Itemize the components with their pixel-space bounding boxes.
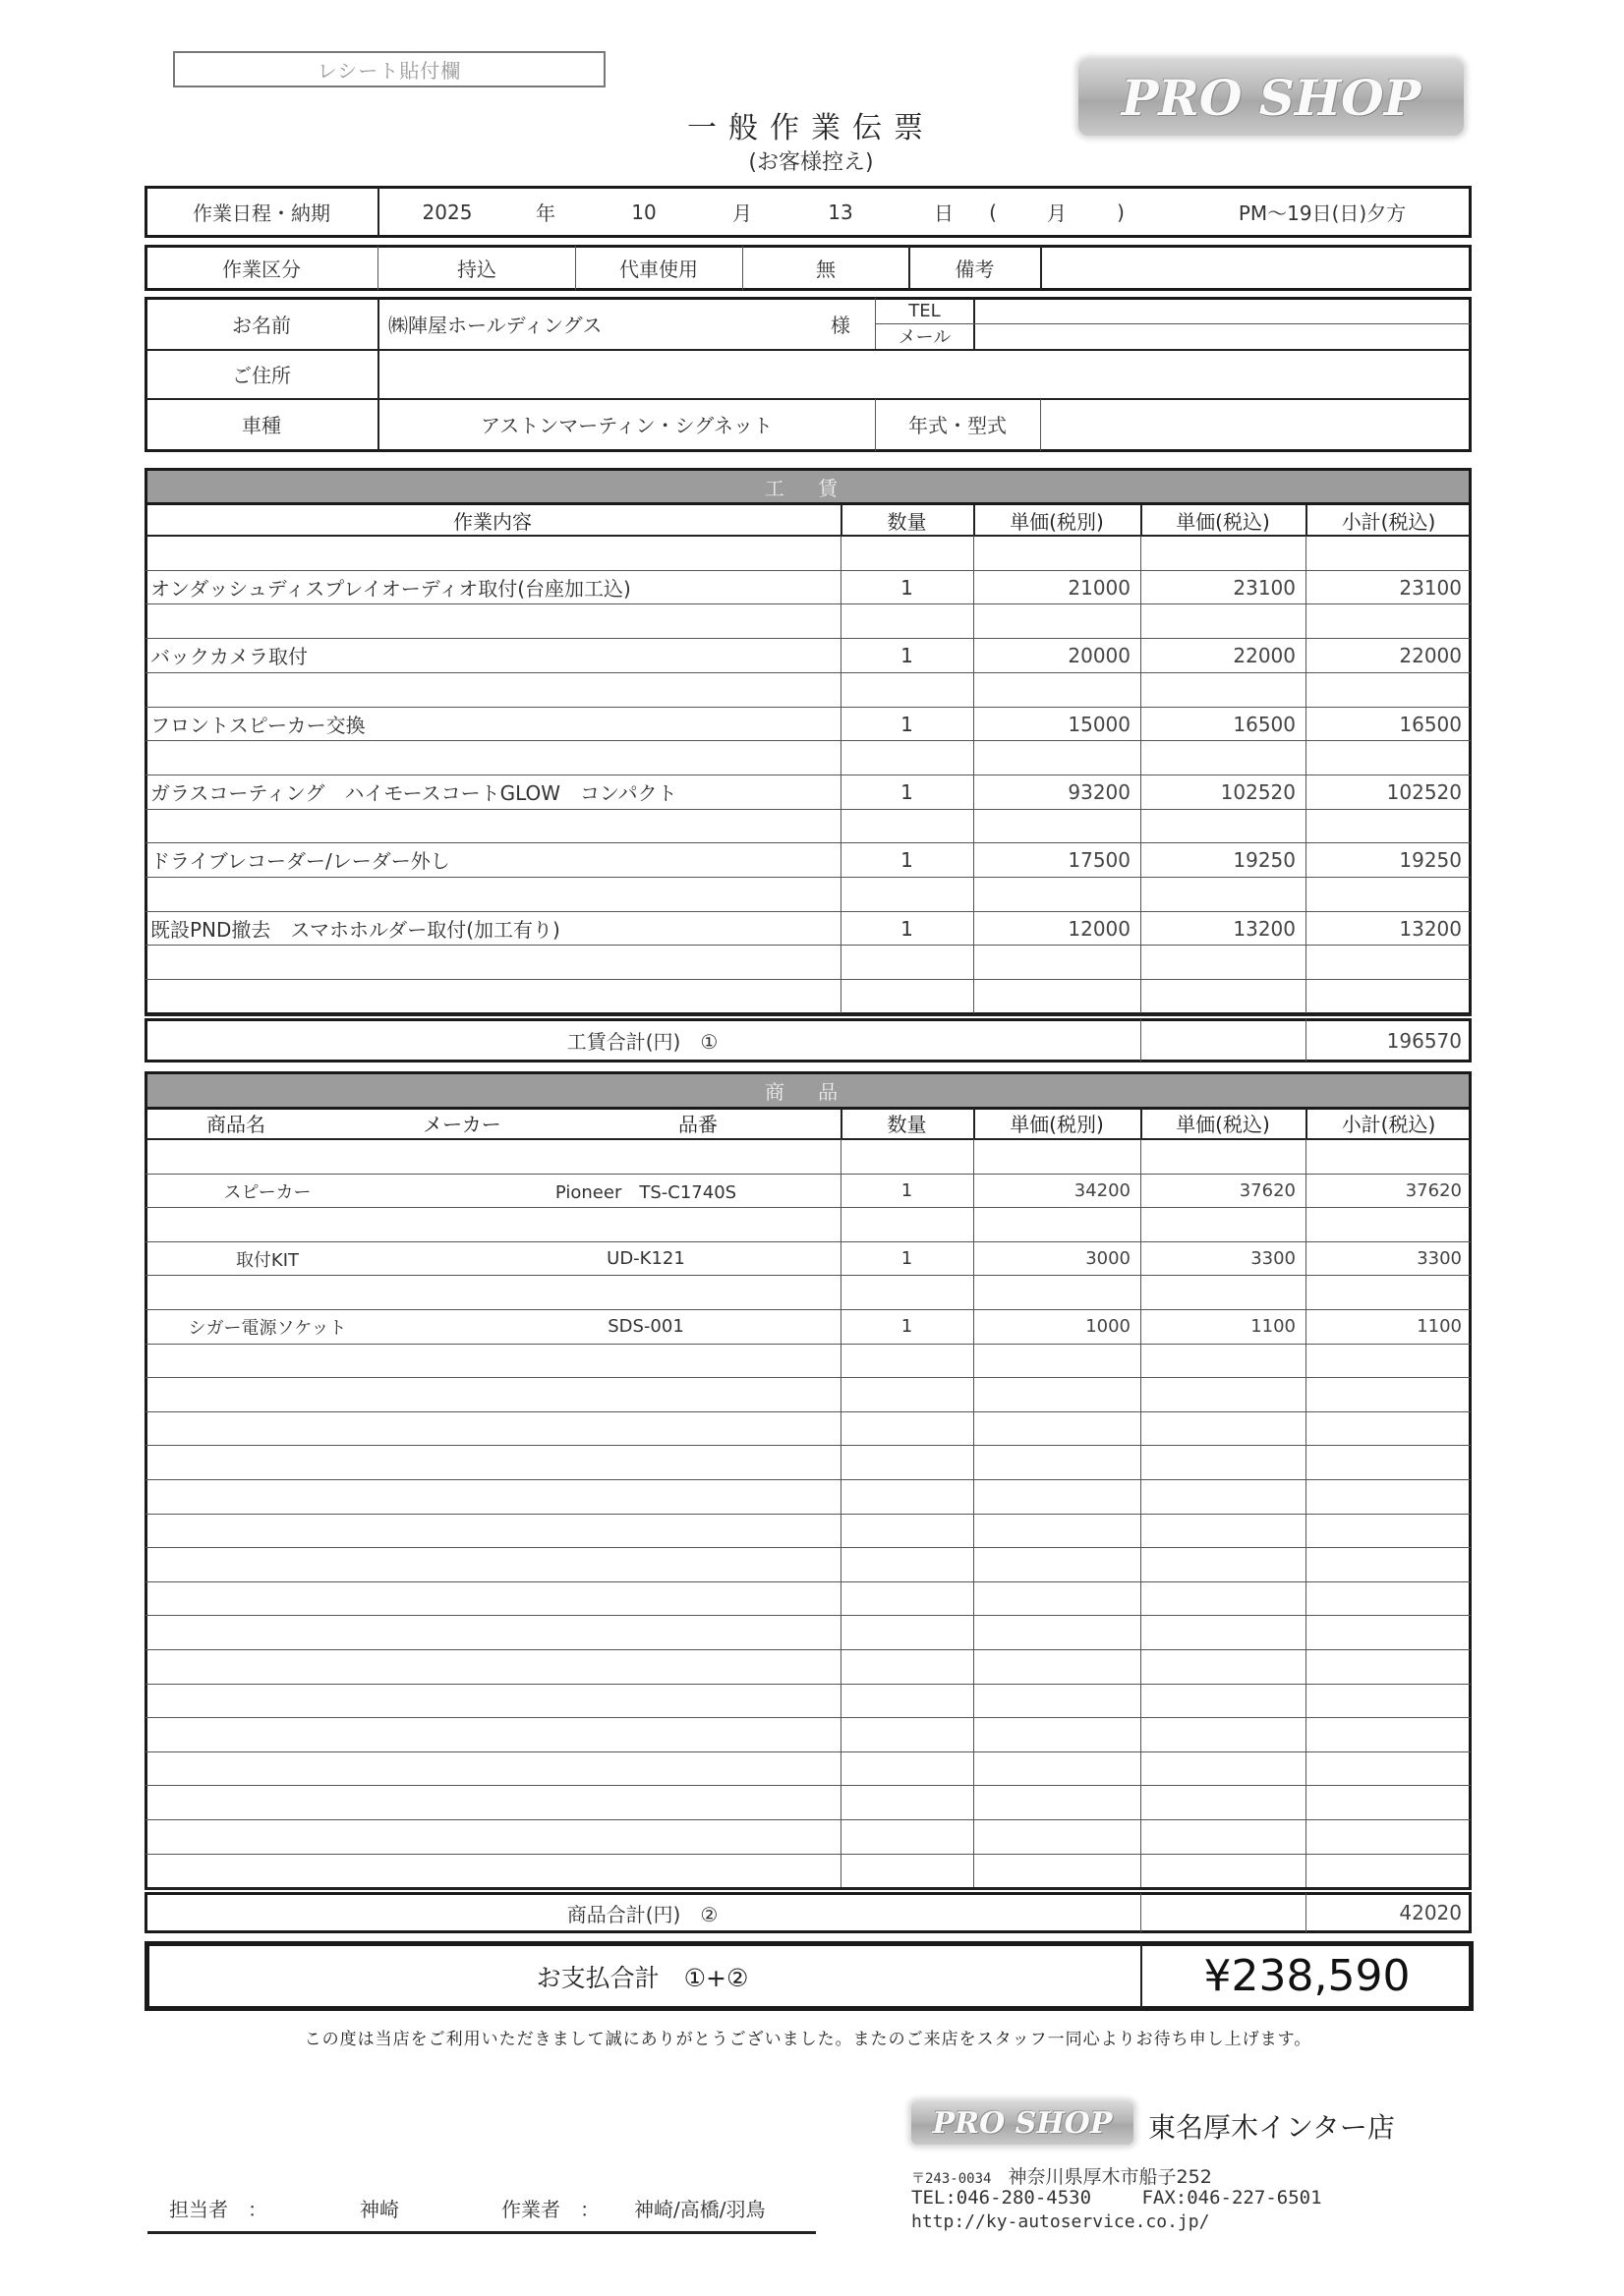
products-column-header: メーカー — [423, 1113, 501, 1136]
divider — [145, 809, 1471, 810]
labor-item-subtotal: 16500 — [1399, 712, 1462, 736]
divider — [973, 1108, 975, 1138]
divider — [1305, 1108, 1307, 1138]
product-subtotal: 1100 — [1417, 1316, 1462, 1337]
shop-address: 神奈川県厚木市船子252 — [1008, 2166, 1212, 2188]
weekday-paren-open: ( — [989, 200, 997, 224]
receipt-area-label: レシート貼付欄 — [317, 59, 462, 83]
mail-label: メール — [898, 327, 952, 348]
tel-label: TEL — [908, 300, 941, 321]
divider — [145, 1615, 1471, 1616]
name-label: お名前 — [232, 313, 291, 337]
labor-item-subtotal: 102520 — [1386, 779, 1462, 804]
address-label: ご住所 — [232, 363, 291, 387]
labor-item-qty: 1 — [900, 779, 913, 804]
shop-tel: TEL:046-280-4530 — [911, 2187, 1092, 2209]
product-qty: 1 — [900, 1180, 913, 1201]
divider — [1140, 504, 1142, 536]
divider — [1140, 1019, 1141, 1062]
product-price-in: 1100 — [1250, 1316, 1296, 1337]
divider — [145, 979, 1471, 980]
shop-address-line — [911, 2162, 1212, 2189]
labor-item-desc: 既設PND撤去 スマホホルダー取付(加工有り) — [150, 918, 560, 942]
schedule-year[interactable]: 2025 — [422, 200, 473, 224]
product-subtotal: 37620 — [1405, 1180, 1462, 1201]
labor-section-header — [145, 468, 1472, 505]
products-total-label: 商品合計(円) ② — [566, 1902, 719, 1926]
divider — [145, 1479, 1471, 1480]
delivery-time[interactable]: PM～19日(日)夕方 — [1238, 201, 1407, 225]
logo-text: PRO SHOP — [1121, 68, 1421, 127]
divider — [145, 1819, 1471, 1820]
labor-item-desc: ドライブレコーダー/レーダー外し — [150, 849, 450, 873]
divider — [145, 877, 1471, 878]
product-row — [145, 1174, 1472, 1208]
labor-item-price-in: 19250 — [1233, 847, 1296, 872]
divider — [145, 1014, 1472, 1016]
divider — [145, 1751, 1471, 1752]
divider — [145, 1581, 1471, 1582]
shop-fax: FAX:046-227-6501 — [1141, 2187, 1322, 2209]
labor-row — [145, 842, 1472, 877]
product-part-number: Pioneer TS-C1740S — [554, 1181, 737, 1203]
divider — [145, 1854, 1471, 1855]
product-subtotal: 3300 — [1417, 1248, 1462, 1269]
labor-row — [145, 707, 1472, 741]
divider — [145, 672, 1471, 673]
document-subtitle: (お客様控え) — [748, 150, 874, 175]
labor-item-qty: 1 — [900, 643, 913, 667]
labor-item-price-ex: 12000 — [1068, 916, 1131, 941]
notes-field[interactable] — [1040, 245, 1472, 291]
person-label: 担当者 ： — [169, 2198, 267, 2221]
shop-logo-text: PRO SHOP — [932, 2105, 1113, 2141]
labor-item-qty: 1 — [900, 916, 913, 941]
labor-item-subtotal: 23100 — [1399, 575, 1462, 600]
loaner-value[interactable]: 無 — [816, 258, 836, 281]
product-part-number: UD-K121 — [607, 1248, 685, 1269]
product-price-in: 3300 — [1250, 1248, 1296, 1269]
product-name: シガー電源ソケット — [188, 1317, 347, 1339]
labor-item-subtotal: 19250 — [1399, 847, 1462, 872]
product-price-ex: 34200 — [1073, 1180, 1131, 1201]
product-row — [145, 1241, 1472, 1276]
labor-item-desc: ガラスコーティング ハイモースコートGLOW コンパクト — [150, 781, 677, 805]
divider — [145, 1717, 1471, 1718]
workers: 神崎/高橋/羽鳥 — [634, 2198, 766, 2221]
labor-column-header: 数量 — [887, 509, 927, 534]
labor-row — [145, 911, 1472, 946]
labor-item-price-ex: 17500 — [1068, 847, 1131, 872]
labor-column-header: 作業内容 — [453, 509, 532, 534]
car-model[interactable]: アストンマーティン・シグネット — [481, 414, 773, 437]
labor-item-price-ex: 21000 — [1068, 575, 1131, 600]
mail-field[interactable] — [975, 323, 1471, 349]
grand-total-value: ¥238,590 — [1203, 1951, 1411, 2001]
products-column-header: 商品名 — [206, 1113, 265, 1136]
divider — [145, 1785, 1471, 1786]
labor-item-price-ex: 15000 — [1068, 712, 1131, 736]
shop-name: 東名厚木インター店 — [1148, 2111, 1395, 2144]
labor-item-desc: オンダッシュディスプレイオーディオ取付(台座加工込) — [150, 577, 631, 601]
divider — [145, 1138, 1471, 1140]
pro-shop-logo — [1078, 59, 1464, 136]
labor-total-value: 196570 — [1386, 1028, 1462, 1053]
product-name: スピーカー — [223, 1181, 312, 1203]
labor-item-subtotal: 13200 — [1399, 916, 1462, 941]
address-field[interactable] — [378, 349, 1470, 398]
divider — [145, 1649, 1471, 1650]
divider — [145, 1344, 1471, 1345]
product-row — [145, 1309, 1472, 1344]
labor-item-subtotal: 22000 — [1399, 643, 1462, 667]
products-total-value: 42020 — [1399, 1901, 1462, 1924]
products-column-header: 小計(税込) — [1341, 1113, 1436, 1136]
labor-item-price-ex: 20000 — [1068, 643, 1131, 667]
divider — [973, 504, 975, 536]
schedule-month-unit: 月 — [732, 201, 752, 225]
product-price-ex: 1000 — [1085, 1316, 1131, 1337]
products-column-header: 品番 — [678, 1113, 718, 1136]
product-qty: 1 — [900, 1248, 913, 1269]
divider — [145, 1377, 1471, 1378]
products-section-title: 商 品 — [764, 1080, 852, 1104]
labor-item-price-in: 102520 — [1220, 779, 1296, 804]
product-part-number: SDS-001 — [608, 1316, 684, 1337]
labor-column-header: 単価(税込) — [1176, 509, 1270, 534]
category-label: 作業区分 — [222, 258, 301, 281]
person-in-charge: 神崎 — [360, 2198, 399, 2221]
weekday-paren-close: ) — [1117, 200, 1125, 224]
loaner-label: 代車使用 — [619, 258, 698, 281]
shop-postal: 〒243-0034 — [911, 2171, 992, 2187]
receipt-attach-area — [173, 51, 606, 87]
shop-logo — [911, 2101, 1133, 2145]
labor-item-qty: 1 — [900, 575, 913, 600]
shop-url[interactable]: http://ky-autoservice.co.jp/ — [911, 2211, 1210, 2232]
labor-row — [145, 775, 1472, 809]
labor-item-price-ex: 93200 — [1068, 779, 1131, 804]
divider — [1140, 1893, 1141, 1932]
labor-row — [145, 638, 1472, 672]
labor-section-title: 工 賃 — [764, 476, 852, 500]
labor-item-price-in: 22000 — [1233, 643, 1296, 667]
divider — [145, 1445, 1471, 1446]
model-year-field[interactable] — [1040, 398, 1471, 450]
divider — [145, 1547, 1471, 1548]
divider — [145, 1684, 1471, 1685]
product-name: 取付KIT — [235, 1249, 300, 1271]
honorific: 様 — [831, 313, 850, 337]
model-year-label: 年式・型式 — [908, 414, 1007, 437]
product-price-ex: 3000 — [1085, 1248, 1131, 1269]
schedule-label: 作業日程・納期 — [193, 201, 330, 225]
labor-item-price-in: 23100 — [1233, 575, 1296, 600]
products-table — [145, 1107, 1472, 1890]
labor-column-header: 小計(税込) — [1341, 509, 1436, 534]
labor-item-price-in: 16500 — [1233, 712, 1296, 736]
divider — [145, 1411, 1471, 1412]
labor-row — [145, 570, 1472, 604]
products-section-header — [145, 1071, 1472, 1110]
schedule-year-unit: 年 — [536, 201, 555, 225]
products-column-header: 単価(税別) — [1010, 1113, 1104, 1136]
divider — [841, 1108, 842, 1138]
schedule-month[interactable]: 10 — [631, 200, 657, 224]
customer-name[interactable]: ㈱陣屋ホールディングス — [388, 313, 603, 337]
divider — [1140, 1108, 1142, 1138]
product-price-in: 37620 — [1239, 1180, 1296, 1201]
shop-contact-line — [911, 2187, 1322, 2209]
divider — [841, 504, 842, 536]
labor-item-qty: 1 — [900, 847, 913, 872]
products-column-header: 単価(税込) — [1176, 1113, 1270, 1136]
labor-item-qty: 1 — [900, 712, 913, 736]
labor-column-header: 単価(税別) — [1010, 509, 1104, 534]
divider — [145, 1514, 1471, 1515]
category-value[interactable]: 持込 — [457, 258, 496, 281]
labor-item-price-in: 13200 — [1233, 916, 1296, 941]
document-title: 一般作業伝票 — [687, 111, 935, 145]
divider — [1305, 504, 1307, 536]
tel-field[interactable] — [975, 298, 1471, 323]
product-qty: 1 — [900, 1316, 913, 1337]
staff-underline — [147, 2231, 816, 2234]
notes-label: 備考 — [955, 258, 995, 281]
labor-item-desc: バックカメラ取付 — [150, 645, 308, 668]
car-label: 車種 — [242, 414, 281, 437]
schedule-weekday[interactable]: 月 — [1047, 201, 1067, 225]
labor-total-label: 工賃合計(円) ① — [566, 1030, 719, 1054]
products-column-header: 数量 — [887, 1113, 927, 1136]
divider — [145, 1888, 1472, 1890]
schedule-day-unit: 日 — [934, 201, 954, 225]
schedule-day[interactable]: 13 — [828, 200, 853, 224]
workers-label: 作業者 ： — [501, 2198, 600, 2221]
grand-total-label: お支払合計 ①+② — [536, 1963, 749, 1992]
labor-item-desc: フロントスピーカー交換 — [150, 714, 366, 737]
thanks-message: この度は当店をご利用いただきまして誠にありがとうございました。またのご来店をスタッフ一同心よりお待ち申し上げます。 — [304, 2030, 1312, 2049]
